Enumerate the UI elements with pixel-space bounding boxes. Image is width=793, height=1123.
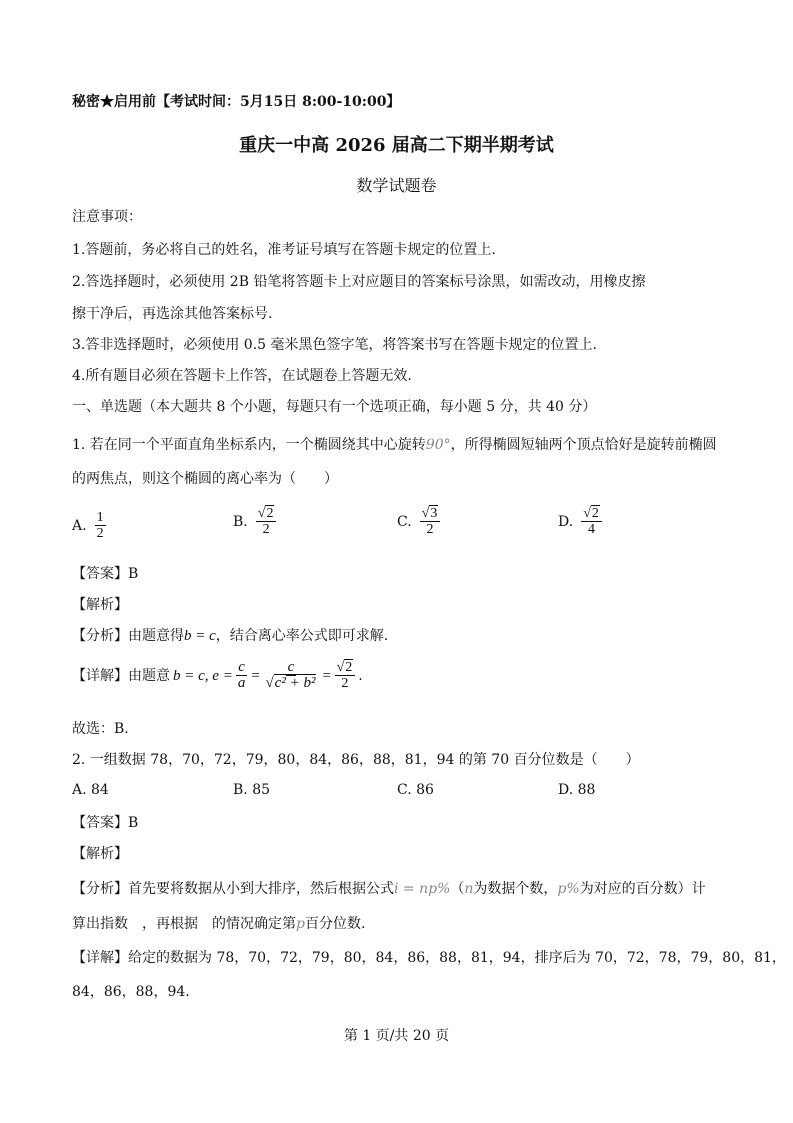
variable-p: p <box>296 916 305 932</box>
fraction-denominator: a <box>237 675 246 691</box>
fenxi-text: 【分析】由题意得 <box>72 628 184 644</box>
fraction <box>95 510 106 541</box>
fraction-numerator: √2 <box>581 506 602 522</box>
note-3: 3.答非选择题时，必须使用 0.5 毫米黑色签字笔，将答案书写在答题卡规定的位置上. <box>72 337 597 353</box>
math-expression: b = c <box>184 628 216 644</box>
q2-stem: 2. 一组数据 78，70，72，79，80，84，86，88，81，94 的第 70 百分位数是（ ） <box>72 752 640 768</box>
option-label: D. <box>558 513 574 530</box>
fraction-numerator: √2 <box>256 506 277 522</box>
radicand: 3 <box>430 506 438 521</box>
radicand: 2 <box>266 506 274 521</box>
q1-answer: 【答案】B <box>72 566 139 582</box>
fenxi-text: 为数据个数， <box>473 881 558 897</box>
option-label: B. <box>233 513 248 530</box>
q2-option-b: B. 85 <box>233 782 271 798</box>
note-2-cont: 擦干净后，再选涂其他答案标号. <box>72 306 273 322</box>
q1-angle: 90° <box>425 437 451 453</box>
note-4: 4.所有题目必须在答题卡上作答，在试题卷上答题无效. <box>72 368 412 384</box>
fraction-denominator: 2 <box>426 522 434 537</box>
page-footer: 第 1 页/共 20 页 <box>343 1028 450 1044</box>
note-2: 2.答选择题时，必须使用 2B 铅笔将答题卡上对应题目的答案标号涂黑，如需改动，用橡皮擦 <box>72 274 646 290</box>
fraction-denominator: 2 <box>96 526 104 541</box>
q1-xiangjie <box>72 660 363 691</box>
q1-stem-part2: ，所得椭圆短轴两个顶点恰好是旋转前椭圆 <box>450 437 717 453</box>
q2-option-a: A. 84 <box>72 782 109 798</box>
fenxi-text: 算出指数 ，再根据 的情况确定第 <box>72 916 296 932</box>
q1-option-d <box>558 506 602 537</box>
q2-fenxi <box>72 880 706 898</box>
fraction-denominator: 2 <box>341 676 349 691</box>
fraction <box>335 660 356 691</box>
note-1: 1.答题前，务必将自己的姓名，准考证号填写在答题卡规定的位置上. <box>72 242 496 258</box>
fraction <box>263 660 318 691</box>
fraction-numerator: √3 <box>420 506 441 522</box>
fraction-numerator: √2 <box>335 660 356 676</box>
q2-xiangjie-line2: 84，86，88，94. <box>72 984 190 1000</box>
q1-stem-part1: 1. 若在同一个平面直角坐标系内，一个椭圆绕其中心旋转 <box>72 437 426 453</box>
option-label: A. <box>72 517 87 534</box>
q1-conclusion: 故选：B. <box>72 721 129 737</box>
q1-option-c <box>397 506 440 537</box>
secret-header: 秘密★启用前【考试时间：5月15日 8:00-10:00】 <box>72 94 401 110</box>
exam-title: 重庆一中高 2026 届高二下期半期考试 <box>239 135 554 156</box>
q1-stem-line1 <box>72 436 717 454</box>
fraction-numerator: c <box>287 659 295 675</box>
period: . <box>358 667 363 684</box>
q2-option-d: D. 88 <box>558 782 596 798</box>
q2-fenxi-cont <box>72 915 365 933</box>
fenxi-text: 为对应的百分数）计 <box>579 881 706 897</box>
q2-option-c: C. 86 <box>397 782 434 798</box>
fraction-denominator: √c² + b² <box>265 675 316 691</box>
math-expression: b = c, e = <box>173 667 233 684</box>
q1-analysis-label: 【解析】 <box>72 597 128 613</box>
equals-sign: = <box>250 667 261 684</box>
variable-p-percent: p% <box>557 881 580 897</box>
q2-xiangjie-line1: 【详解】给定的数据为 78，70，72，79，80，84，86，88，81，94，排序后为 70，72，78，79，80，81， <box>72 950 786 966</box>
section-heading: 一、单选题（本大题共 8 个小题，每题只有一个选项正确，每小题 5 分，共 40 分） <box>72 399 597 415</box>
radicand: c² + b² <box>274 675 316 691</box>
fraction-numerator: c <box>238 659 245 675</box>
q1-stem-line2: 的两焦点，则这个椭圆的离心率为（ ） <box>72 471 338 487</box>
fraction-numerator: 1 <box>96 510 104 525</box>
fraction-denominator: 2 <box>262 522 270 537</box>
exam-subtitle: 数学试题卷 <box>356 176 437 195</box>
fenxi-text: 百分位数. <box>304 916 366 932</box>
notes-heading: 注意事项： <box>72 209 142 225</box>
radicand: 2 <box>345 660 353 675</box>
q1-option-a <box>72 510 106 541</box>
option-label: C. <box>397 513 412 530</box>
fenxi-text: （ <box>450 881 465 897</box>
q2-answer: 【答案】B <box>72 815 139 831</box>
radicand: 2 <box>591 506 599 521</box>
q2-analysis-label: 【解析】 <box>72 846 128 862</box>
variable-n: n <box>464 881 474 897</box>
q1-option-b <box>233 506 276 537</box>
fraction <box>581 506 602 537</box>
fraction <box>256 506 277 537</box>
fenxi-text: 【分析】首先要将数据从小到大排序，然后根据公式 <box>72 881 394 897</box>
fraction <box>420 506 441 537</box>
q1-fenxi <box>72 627 388 645</box>
formula: i = np% <box>394 881 451 897</box>
fenxi-text: ，结合离心率公式即可求解. <box>215 628 389 644</box>
fraction-denominator: 4 <box>588 522 596 537</box>
fraction <box>236 660 248 691</box>
xiangjie-text: 【详解】由题意 <box>72 667 170 684</box>
equals-sign: = <box>321 667 332 684</box>
